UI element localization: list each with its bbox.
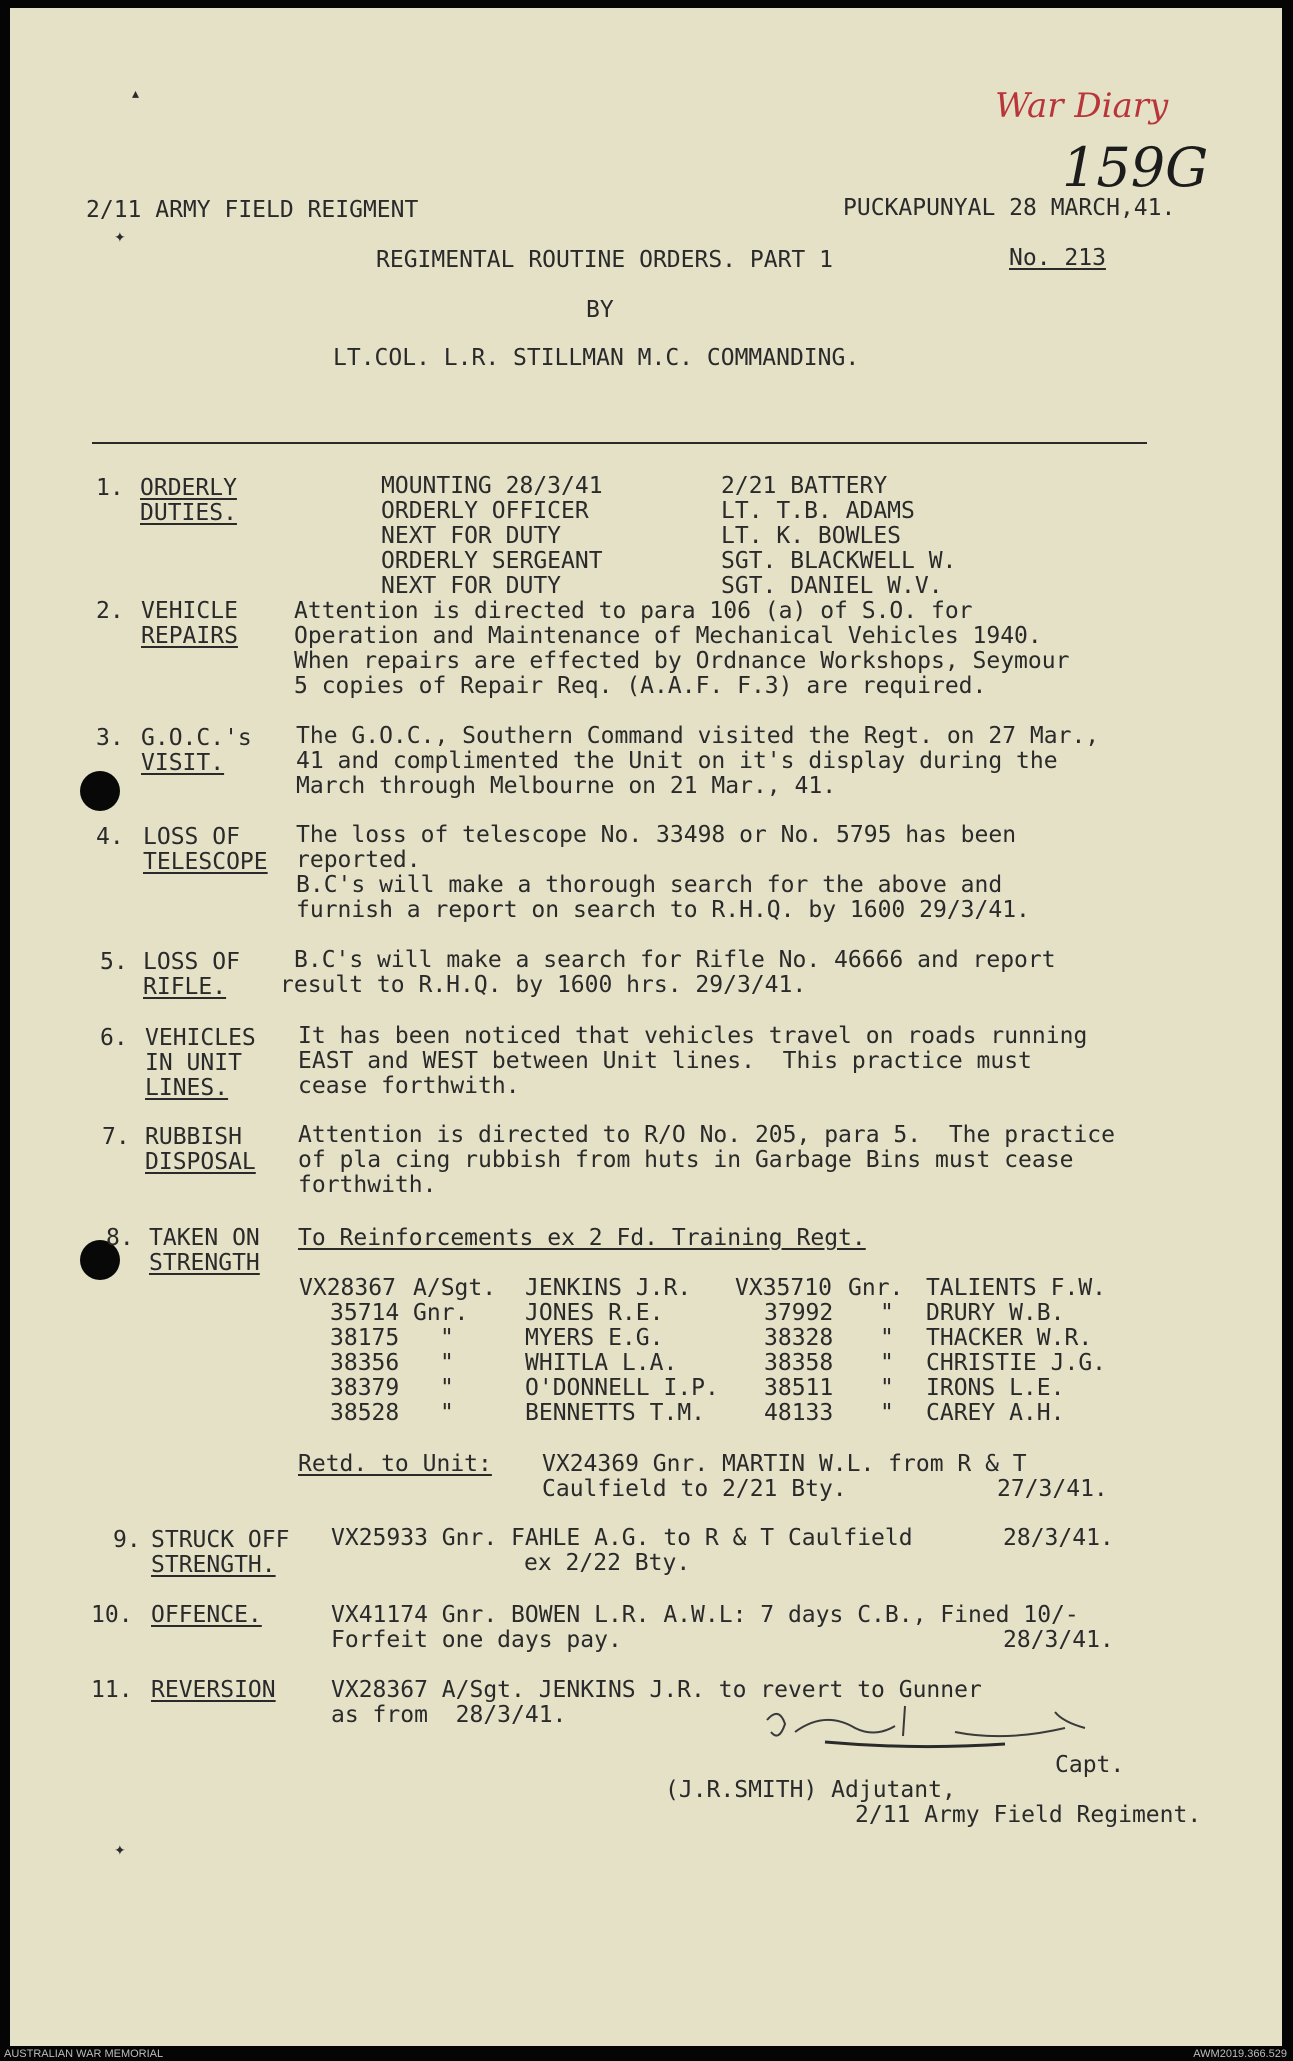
item-heading: RUBBISH <box>145 1124 242 1150</box>
item-heading: STRENGTH <box>149 1250 260 1276</box>
item-body-line: VX41174 Gnr. BOWEN L.R. A.W.L: 7 days C.B., Fined 10/- <box>331 1602 1079 1628</box>
roster-name: JONES R.E. <box>525 1300 664 1326</box>
item-number: 9. <box>113 1527 141 1553</box>
item-body-line: It has been noticed that vehicles travel on roads running <box>298 1023 1088 1049</box>
roster-name: DRURY W.B. <box>926 1300 1065 1326</box>
handwritten-war-diary: War Diary <box>995 86 1169 126</box>
roster-name: THACKER W.R. <box>926 1325 1093 1351</box>
item-number: 4. <box>96 824 124 850</box>
item-body-line: furnish a report on search to R.H.Q. by 1600 29/3/41. <box>296 897 1030 923</box>
roster-name: JENKINS J.R. <box>525 1275 692 1301</box>
roster-name: BENNETTS T.M. <box>525 1400 706 1426</box>
roster-number: 38356 <box>330 1350 400 1376</box>
item-heading: VISIT. <box>141 750 225 776</box>
roster-rank: " <box>440 1325 454 1351</box>
item-heading: ORDERLY <box>140 475 237 501</box>
item-heading: DUTIES. <box>140 500 237 526</box>
roster-number: 37992 <box>764 1300 834 1326</box>
roster-number: 35714 <box>330 1300 400 1326</box>
item-body-line: Operation and Maintenance of Mechanical Vehicles 1940. <box>294 623 1042 649</box>
pin-mark: ✦ <box>114 230 126 246</box>
item-number: 1. <box>96 475 124 501</box>
returned-to-unit-line: Caulfield to 2/21 Bty. <box>542 1476 847 1502</box>
item-body-line: 5 copies of Repair Req. (A.A.F. F.3) are required. <box>294 673 987 699</box>
signature-unit: 2/11 Army Field Regiment. <box>855 1802 1202 1828</box>
item-body-line: The loss of telescope No. 33498 or No. 5795 has been <box>296 822 1017 848</box>
roster-name: CHRISTIE J.G. <box>926 1350 1107 1376</box>
duty-role: MOUNTING 28/3/41 <box>381 473 603 499</box>
item-body-line: When repairs are effected by Ordnance Workshops, Seymour <box>294 648 1070 674</box>
item-number: 11. <box>91 1677 133 1703</box>
duty-person: 2/21 BATTERY <box>721 473 888 499</box>
item-number: 7. <box>102 1124 130 1150</box>
place-date: PUCKAPUNYAL 28 MARCH,41. <box>843 195 1176 221</box>
footer-right: AWM2019.366.529 <box>1193 2048 1287 2060</box>
roster-rank: " <box>440 1375 454 1401</box>
item-heading: STRUCK OFF <box>151 1527 290 1553</box>
roster-number: 38328 <box>764 1325 834 1351</box>
item-body-line: VX28367 A/Sgt. JENKINS J.R. to revert to Gunner <box>331 1677 982 1703</box>
roster-number: 38528 <box>330 1400 400 1426</box>
roster-number: 38511 <box>764 1375 834 1401</box>
duty-person: LT. K. BOWLES <box>721 523 902 549</box>
item-number: 5. <box>100 949 128 975</box>
roster-rank: Gnr. <box>413 1300 469 1326</box>
item-heading: OFFENCE. <box>151 1602 262 1628</box>
item-date: 28/3/41. <box>1003 1525 1114 1551</box>
duty-person: LT. T.B. ADAMS <box>721 498 915 524</box>
punch-hole <box>80 771 120 811</box>
duty-role: ORDERLY SERGEANT <box>381 548 603 574</box>
returned-to-unit-label: Retd. to Unit: <box>298 1451 492 1477</box>
item-body-line: Attention is directed to para 106 (a) of S.O. for <box>294 598 973 624</box>
item-body-line: March through Melbourne on 21 Mar., 41. <box>296 773 837 799</box>
item-heading: LINES. <box>145 1075 229 1101</box>
duty-person: SGT. DANIEL W.V. <box>721 573 943 599</box>
pin-mark: ▴ <box>132 86 140 102</box>
item-body-line: B.C's will make a search for Rifle No. 46666 and report <box>294 947 1056 973</box>
item-heading: VEHICLE <box>141 598 238 624</box>
duty-role: NEXT FOR DUTY <box>381 523 562 549</box>
item-body-line: as from 28/3/41. <box>331 1702 567 1728</box>
item-number: 10. <box>91 1602 133 1628</box>
item-body-line: Forfeit one days pay. <box>331 1627 622 1653</box>
item-subheading: To Reinforcements ex 2 Fd. Training Regt. <box>298 1225 866 1251</box>
roster-rank: " <box>880 1350 894 1376</box>
roster-number: 38175 <box>330 1325 400 1351</box>
duty-role: NEXT FOR DUTY <box>381 573 562 599</box>
item-body-line: forthwith. <box>298 1172 437 1198</box>
roster-name: O'DONNELL I.P. <box>525 1375 719 1401</box>
pin-mark: ✦ <box>114 1843 126 1859</box>
roster-number: 38358 <box>764 1350 834 1376</box>
roster-rank: Gnr. <box>848 1275 904 1301</box>
duty-person: SGT. BLACKWELL W. <box>721 548 957 574</box>
roster-name: MYERS E.G. <box>525 1325 664 1351</box>
item-body-line: ex 2/22 Bty. <box>524 1550 691 1576</box>
handwritten-page-ref: 159G <box>1062 136 1209 199</box>
roster-rank: " <box>440 1400 454 1426</box>
item-heading: REPAIRS <box>141 623 238 649</box>
signature-rank: Capt. <box>1055 1752 1125 1778</box>
item-heading: REVERSION <box>151 1677 276 1703</box>
roster-number: VX28367 <box>299 1275 396 1301</box>
returned-to-unit-date: 27/3/41. <box>997 1476 1108 1502</box>
item-heading: G.O.C.'s <box>141 725 252 751</box>
item-body-line: 41 and complimented the Unit on it's display during the <box>296 748 1058 774</box>
item-body-line: B.C's will make a thorough search for the above and <box>296 872 1003 898</box>
roster-name: IRONS L.E. <box>926 1375 1065 1401</box>
duty-role: ORDERLY OFFICER <box>381 498 589 524</box>
item-number: 2. <box>96 598 124 624</box>
signature-scrawl <box>755 1698 1115 1758</box>
item-body-line: VX25933 Gnr. FAHLE A.G. to R & T Caulfield <box>331 1525 913 1551</box>
item-number: 3. <box>96 725 124 751</box>
item-heading: DISPOSAL <box>145 1149 256 1175</box>
item-body-line: The G.O.C., Southern Command visited the Regt. on 27 Mar., <box>296 723 1100 749</box>
header-rule <box>92 442 1147 444</box>
roster-name: TALIENTS F.W. <box>926 1275 1107 1301</box>
roster-name: CAREY A.H. <box>926 1400 1065 1426</box>
unit-name: 2/11 ARMY FIELD REIGMENT <box>86 197 419 223</box>
item-heading: LOSS OF <box>143 824 240 850</box>
item-body-line: EAST and WEST between Unit lines. This practice must <box>298 1048 1032 1074</box>
roster-rank: " <box>880 1325 894 1351</box>
roster-number: 38379 <box>330 1375 400 1401</box>
orders-title: REGIMENTAL ROUTINE ORDERS. PART 1 <box>376 247 833 273</box>
item-body-line: cease forthwith. <box>298 1073 520 1099</box>
item-heading: TELESCOPE <box>143 849 268 875</box>
roster-rank: " <box>440 1350 454 1376</box>
returned-to-unit-line: VX24369 Gnr. MARTIN W.L. from R & T <box>542 1451 1027 1477</box>
footer-left: AUSTRALIAN WAR MEMORIAL <box>4 2048 164 2060</box>
item-body-line: of pla cing rubbish from huts in Garbage Bins must cease <box>298 1147 1074 1173</box>
item-heading: IN UNIT <box>145 1050 242 1076</box>
by-line: BY <box>586 297 614 323</box>
commander: LT.COL. L.R. STILLMAN M.C. COMMANDING. <box>333 345 860 371</box>
item-body-line: reported. <box>296 847 421 873</box>
roster-rank: " <box>880 1375 894 1401</box>
item-date: 28/3/41. <box>1003 1627 1114 1653</box>
roster-name: WHITLA L.A. <box>525 1350 678 1376</box>
signature-name-role: (J.R.SMITH) Adjutant, <box>665 1777 956 1803</box>
roster-rank: " <box>880 1300 894 1326</box>
item-heading: LOSS OF <box>143 949 240 975</box>
roster-rank: " <box>880 1400 894 1426</box>
item-body-line: Attention is directed to R/O No. 205, para 5. The practice <box>298 1122 1115 1148</box>
item-number: 8. <box>106 1225 134 1251</box>
item-heading: TAKEN ON <box>149 1225 260 1251</box>
document-page <box>10 8 1282 2046</box>
item-heading: RIFLE. <box>143 974 227 1000</box>
roster-number: VX35710 <box>735 1275 832 1301</box>
item-body-line: result to R.H.Q. by 1600 hrs. 29/3/41. <box>280 972 807 998</box>
roster-number: 48133 <box>764 1400 834 1426</box>
orders-number: No. 213 <box>1009 245 1106 271</box>
roster-rank: A/Sgt. <box>413 1275 497 1301</box>
item-number: 6. <box>100 1025 128 1051</box>
item-heading: VEHICLES <box>145 1025 256 1051</box>
item-heading: STRENGTH. <box>151 1552 276 1578</box>
